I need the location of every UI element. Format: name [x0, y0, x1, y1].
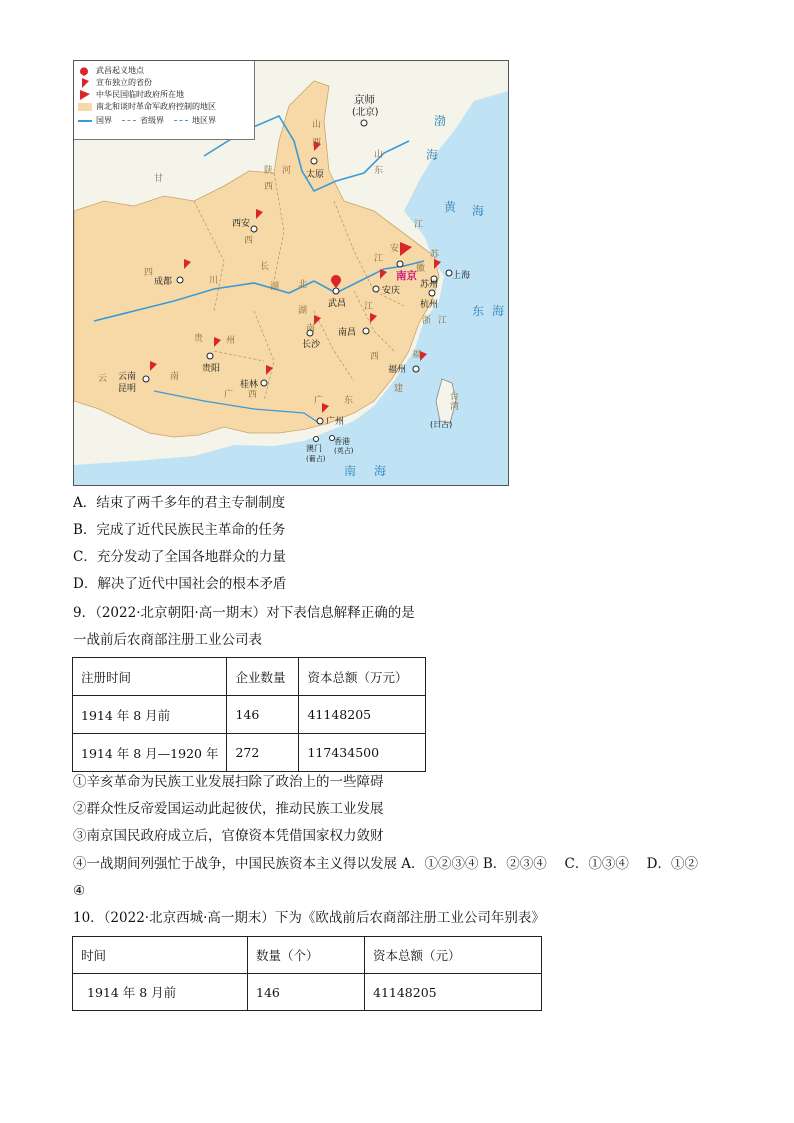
region-label-char: 云	[98, 374, 108, 384]
table-cell: 146	[227, 696, 299, 734]
region-label-char: 南	[306, 324, 316, 334]
map-legend	[74, 61, 255, 140]
table-cell: 1914 年 8 月前	[73, 696, 227, 734]
table-header-cell: 数量（个）	[248, 937, 365, 974]
table-header-cell: 企业数量	[227, 658, 299, 696]
city-label-fuzhou: 福州	[388, 365, 407, 375]
map-figure	[73, 60, 509, 486]
sea-label-char: 南	[344, 464, 357, 478]
region-label-char: 江	[364, 302, 374, 312]
red-flag-icon	[78, 78, 92, 88]
region-label-char: 甘	[154, 174, 164, 184]
legend-line-label: 省级界	[140, 116, 164, 125]
region-label-char: 西	[248, 390, 258, 400]
q9-statement-3: ③南京国民政府成立后，官僚资本凭借国家权力敛财	[73, 828, 384, 844]
region-label-char: 西	[244, 236, 254, 246]
legend-line-label: 地区界	[192, 116, 216, 125]
q9-statement-2: ②群众性反帝爱国运动此起彼伏，推动民族工业发展	[73, 801, 384, 817]
region-label-char: 湾	[450, 402, 460, 412]
table-cell: 41148205	[365, 974, 542, 1011]
region-label-char: 南	[170, 372, 180, 382]
wuchang-uprising-icon	[78, 66, 92, 76]
big-red-flag-icon	[78, 90, 92, 100]
wuchang-marker	[333, 288, 339, 294]
district-border-line-icon	[174, 120, 188, 121]
xian-marker	[251, 226, 257, 232]
table-row	[73, 974, 542, 1011]
table-header-row	[73, 937, 542, 974]
city-label-suzhou: 苏州	[420, 280, 439, 290]
table-header-cell: 注册时间	[73, 658, 227, 696]
table-header-cell: 资本总额（万元）	[299, 658, 426, 696]
region-label-char: 福	[412, 350, 422, 360]
city-label-chengdu: 成都	[154, 277, 173, 287]
city-label-beijing-note: (北京)	[352, 107, 379, 118]
legend-label: 中华民国临时政府所在地	[96, 90, 184, 99]
table-cell: 1914 年 8 月—1920 年	[73, 734, 227, 772]
region-label-char: 西	[264, 182, 274, 192]
legend-item	[78, 101, 216, 112]
table-header-row	[73, 658, 426, 696]
city-label-yunnan: 云南	[118, 372, 137, 382]
table-cell: 146	[248, 974, 365, 1011]
table-row	[73, 734, 426, 772]
chengdu-marker	[177, 277, 183, 283]
region-label-char: 徽	[416, 264, 426, 274]
region-label-char: 安	[390, 244, 400, 254]
table-cell: 272	[227, 734, 299, 772]
region-label-char: 湖	[298, 306, 308, 316]
table-row	[73, 696, 426, 734]
region-label-char: 西	[370, 352, 380, 362]
guiyang-marker	[207, 353, 213, 359]
table-cell: 1914 年 8 月前	[73, 974, 248, 1011]
city-label-taiyuan: 太原	[306, 170, 325, 180]
q10-table	[72, 936, 542, 1011]
city-label-beijing: 京师	[354, 94, 375, 106]
q8-option-a: A．结束了两千多年的君主专制制度	[73, 495, 286, 511]
aomen-marker	[314, 437, 319, 442]
q9-table	[72, 657, 426, 772]
nanchang-marker	[363, 328, 369, 334]
city-label-guangzhou: 广州	[326, 417, 345, 427]
city-label-anqing: 安庆	[382, 286, 401, 296]
city-label-guiyang: 贵阳	[202, 364, 221, 374]
q8-option-b: B．完成了近代民族民主革命的任务	[73, 522, 286, 538]
region-label-char: 江	[414, 220, 424, 230]
sea-label-char: 海	[374, 464, 387, 478]
legend-label: 南北和谈时革命军政府控制的地区	[96, 102, 216, 111]
region-label-char: 四	[144, 268, 154, 278]
city-label-guilin: 桂林	[240, 380, 259, 390]
table-cell: 117434500	[299, 734, 426, 772]
sea-label-char: 渤	[434, 114, 447, 128]
q10-stem: 10．（2022·北京西城·高一期末）下为《欧战前后农商部注册工业公司年别表》	[73, 910, 545, 926]
region-label-char: 浙	[422, 316, 432, 326]
anqing-marker	[373, 286, 379, 292]
city-label-hangzhou: 杭州	[420, 300, 439, 310]
region-label-char: 陕	[264, 166, 274, 176]
legend-label: 武昌起义地点	[96, 66, 144, 75]
region-label-char: 北	[298, 280, 308, 290]
beijing-marker	[361, 120, 367, 126]
region-label-char: 江	[374, 254, 384, 264]
table-cell: 41148205	[299, 696, 426, 734]
sea-label-char: 东	[472, 304, 485, 318]
region-label-char: 广	[224, 390, 234, 400]
legend-label: 宣布独立的省份	[96, 78, 152, 87]
legend-line-label: 国界	[96, 116, 112, 125]
region-label-char: 山	[374, 150, 384, 160]
nanjing-marker	[397, 261, 403, 267]
q9-option-wrap: ④	[73, 883, 86, 899]
national-border-line-icon	[78, 120, 92, 122]
sea-label-char: 海	[426, 148, 439, 162]
sea-label-char: 黄	[444, 200, 457, 214]
city-label-nanjing: 南京	[396, 270, 417, 282]
city-label-xian: 西安	[232, 219, 251, 229]
city-label-changsha: 长沙	[302, 340, 321, 350]
region-label-char: 长	[260, 262, 270, 272]
q9-statement-4-options: ④一战期间列强忙于战争，中国民族资本主义得以发展 A．①②③④ B．②③④ C．①③④ D．①②	[73, 856, 698, 872]
region-label-char: 州	[226, 336, 236, 346]
revolution-area-swatch-icon	[78, 103, 92, 111]
region-label-char: 东	[344, 396, 354, 406]
sea-label-char: 海	[492, 304, 505, 318]
taiwan-note: (日占)	[430, 420, 453, 429]
region-label-char: 河	[282, 166, 292, 176]
q9-statement-1: ①辛亥革命为民族工业发展扫除了政治上的一些障碍	[73, 774, 384, 790]
legend-item	[78, 89, 184, 100]
city-label-aomen: 澳门	[306, 444, 322, 453]
city-label-xianggang-note: (英占)	[334, 447, 354, 455]
q9-table-title: 一战前后农商部注册工业公司表	[73, 632, 262, 648]
city-label-nanchang: 南昌	[338, 328, 357, 338]
q8-option-c: C．充分发动了全国各地群众的力量	[73, 549, 286, 565]
guangzhou-marker	[317, 418, 323, 424]
city-label-shanghai: 上海	[452, 271, 471, 281]
region-label-char: 川	[209, 276, 219, 286]
region-label-char: 台	[450, 392, 460, 402]
fuzhou-marker	[413, 366, 419, 372]
region-label-char: 西	[312, 138, 322, 148]
city-label-aomen-note: (葡占)	[306, 455, 326, 463]
region-label-char: 贵	[194, 334, 204, 344]
city-label-xianggang: 香港	[334, 437, 350, 446]
q9-stem: 9．（2022·北京朝阳·高一期末）对下表信息解释正确的是	[73, 605, 415, 621]
city-label-kunming: 昆明	[118, 384, 137, 394]
region-label-char: 建	[394, 384, 404, 394]
q8-option-d: D．解决了近代中国社会的根本矛盾	[73, 576, 287, 592]
region-label-char: 山	[312, 120, 322, 130]
legend-item	[78, 65, 144, 76]
province-border-line-icon	[122, 120, 136, 121]
guilin-marker	[261, 380, 267, 386]
region-label-char: 东	[374, 166, 384, 176]
table-header-cell: 时间	[73, 937, 248, 974]
legend-item	[78, 77, 152, 88]
city-label-wuchang: 武昌	[328, 299, 347, 309]
table-header-cell: 资本总额（元）	[365, 937, 542, 974]
hangzhou-marker	[429, 290, 435, 296]
region-label-char: 苏	[430, 250, 440, 260]
kunming-marker	[143, 376, 149, 382]
sea-label-char: 海	[472, 204, 485, 218]
region-label-char: 湖	[270, 282, 280, 292]
taiyuan-marker	[311, 158, 317, 164]
region-label-char: 江	[438, 316, 448, 326]
region-label-char: 广	[314, 396, 324, 406]
legend-lines	[78, 115, 216, 126]
red-flag-icon	[420, 351, 427, 361]
